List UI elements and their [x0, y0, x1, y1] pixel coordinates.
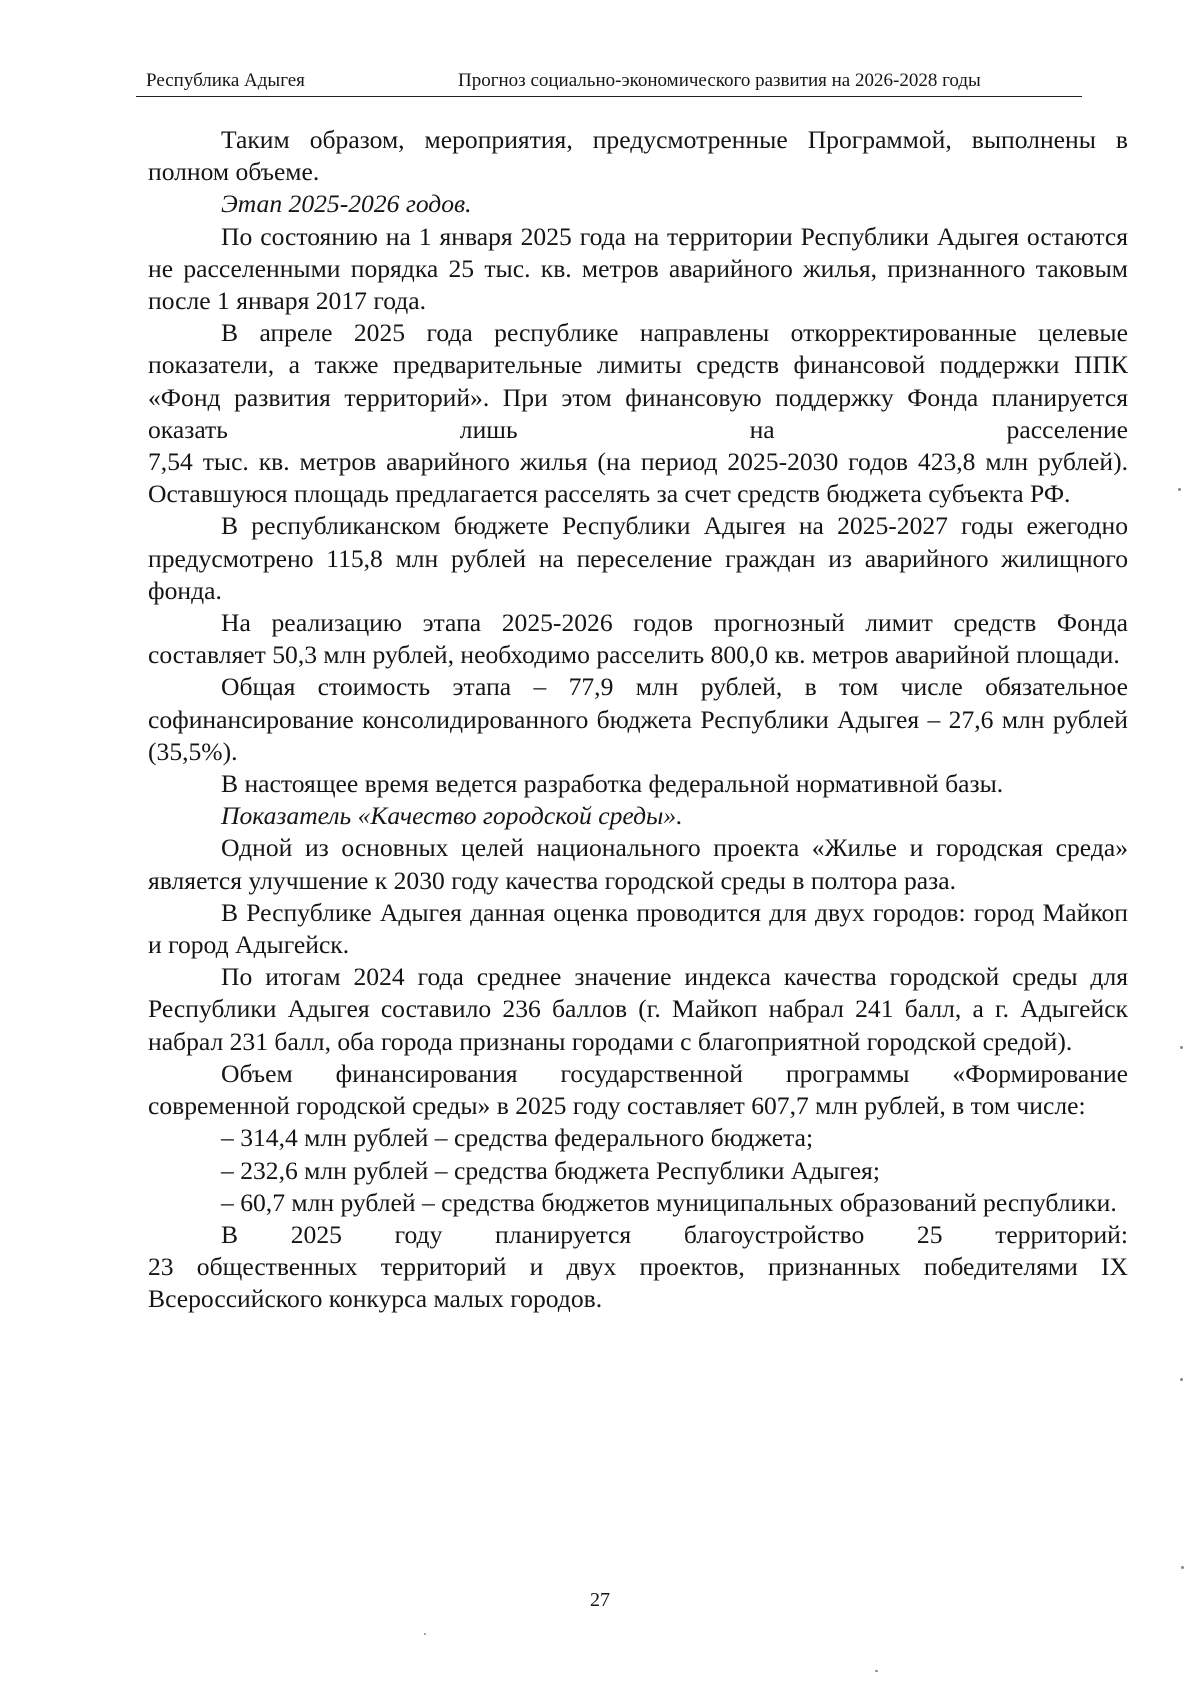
paragraph-territories-detail: 23 общественных территорий и двух проектов, признанных победителями IX Всероссийского конкурса малых городов. [148, 1252, 1128, 1314]
body-text [148, 124, 1128, 1316]
paragraph-target-indicators: В апреле 2025 года республике направлены откорректированные целевые показатели, а также предварительные лимиты средств финансовой поддержки ППК «Фонд развития территорий». При этом финансовую поддержку Фонда планируется оказать лишь на расселение [148, 318, 1128, 444]
list-item-federal-budget: – 314,4 млн рублей – средства федерального бюджета; [221, 1123, 814, 1153]
list-item-regional-budget: – 232,6 млн рублей – средства бюджета Республики Адыгея; [221, 1155, 880, 1185]
paragraph-programme-funding: Объем финансирования государственной программы «Формирование современной городской среды» в 2025 году составляет 607,7 млн рублей, в том числе: [148, 1058, 1128, 1121]
paragraph-index-results: По итогам 2024 года среднее значение индекса качества городской среды для Республики Адыгея составило 236 баллов (г. Майкоп набрал 241 балл, а г. Адыгейск набрал 231 балл, оба города признаны городами с благоприятной городской средой). [148, 962, 1128, 1056]
paragraph-remaining-area: 7,54 тыс. кв. метров аварийного жилья (на период 2025-2030 годов 423,8 млн рублей). Оставшуюся площадь предлагается расселять за счет средств бюджета субъекта РФ. [148, 447, 1128, 509]
header-document-title: Прогноз социально-экономического развития на 2026-2028 годы [458, 70, 981, 91]
scan-speck [1178, 488, 1181, 491]
running-header [136, 70, 1082, 97]
paragraph-fund-limit: На реализацию этапа 2025-2026 годов прогнозный лимит средств Фонда составляет 50,3 млн рублей, необходимо расселить 800,0 кв. метров аварийной площади. [148, 608, 1128, 670]
paragraph-stage-cost: Общая стоимость этапа – 77,9 млн рублей, в том числе обязательное софинансирование консолидированного бюджета Республики Адыгея – 27,6 млн рублей (35,5%). [148, 672, 1128, 766]
scan-speck [875, 1670, 878, 1672]
scan-speck [1180, 1378, 1183, 1381]
section-heading-stage-2025-2026: Этап 2025-2026 годов. [221, 189, 472, 219]
list-item-municipal-budgets: – 60,7 млн рублей – средства бюджетов муниципальных образований республики. [221, 1187, 1117, 1217]
paragraph-unresettled-housing: По состоянию на 1 января 2025 года на территории Республики Адыгея остаются не расселенными порядка 25 тыс. кв. метров аварийного жилья, признанного таковым после 1 января 2017 года. [148, 221, 1128, 316]
paragraph-national-project-goal: Одной из основных целей национального проекта «Жилье и городская среда» является улучшение к 2030 году качества городской среды в полтора раза. [148, 833, 1128, 895]
section-heading-urban-environment: Показатель «Качество городской среды». [221, 801, 683, 831]
scan-speck [424, 1633, 426, 1635]
page-number: 27 [590, 1589, 610, 1611]
scan-speck [1181, 1566, 1184, 1569]
paragraph-republican-budget: В республиканском бюджете Республики Адыгея на 2025-2027 годы ежегодно предусмотрено 115,8 млн рублей на переселение граждан из аварийного жилищного фонда. [148, 511, 1128, 605]
paragraph-two-cities: В Республике Адыгея данная оценка проводится для двух городов: город Майкоп и город Адыгейск. [148, 897, 1128, 960]
paragraph-improvement-plan: В 2025 году планируется благоустройство 25 территорий: [221, 1219, 1128, 1249]
paragraph-regulatory-base: В настоящее время ведется разработка федеральной нормативной базы. [221, 769, 1004, 799]
header-region: Республика Адыгея [146, 70, 305, 91]
scan-speck [1180, 1046, 1183, 1049]
paragraph-programme-completed: Таким образом, мероприятия, предусмотренные Программой, выполнены в полном объеме. [148, 125, 1128, 187]
